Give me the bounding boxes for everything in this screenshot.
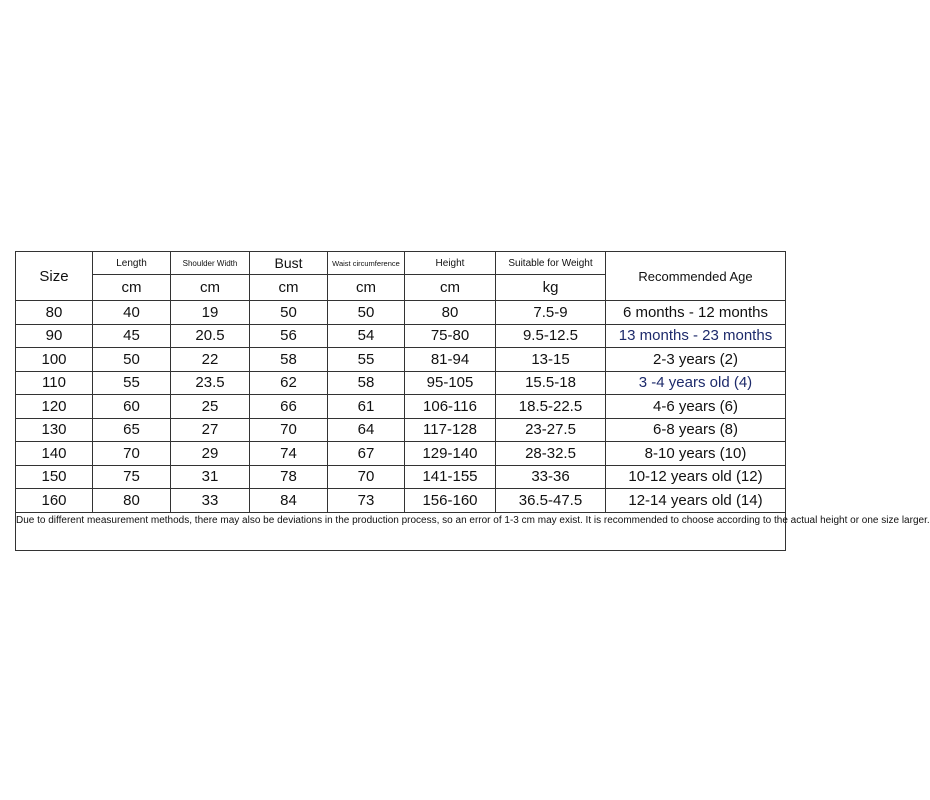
shoulder-cell: 29 — [171, 442, 250, 466]
table-row — [16, 395, 786, 419]
shoulder-cell: 31 — [171, 465, 250, 489]
length-cell: 80 — [93, 489, 171, 513]
waist-unit: cm — [328, 275, 405, 301]
age-header: Recommended Age — [606, 252, 786, 301]
weight-cell: 23-27.5 — [496, 418, 606, 442]
waist-cell: 73 — [328, 489, 405, 513]
length-header: Length — [93, 252, 171, 275]
waist-cell: 54 — [328, 324, 405, 348]
table-row — [16, 465, 786, 489]
length-cell: 40 — [93, 301, 171, 325]
shoulder-cell: 27 — [171, 418, 250, 442]
age-cell: 8-10 years (10) — [606, 442, 786, 466]
size-cell: 90 — [16, 324, 93, 348]
height-cell: 129-140 — [405, 442, 496, 466]
weight-cell: 15.5-18 — [496, 371, 606, 395]
height-cell: 81-94 — [405, 348, 496, 372]
age-cell: 3 -4 years old (4) — [606, 371, 786, 395]
size-cell: 110 — [16, 371, 93, 395]
weight-cell: 28-32.5 — [496, 442, 606, 466]
table-row — [16, 301, 786, 325]
waist-cell: 55 — [328, 348, 405, 372]
waist-cell: 64 — [328, 418, 405, 442]
table-row — [16, 371, 786, 395]
height-cell: 141-155 — [405, 465, 496, 489]
age-cell: 10-12 years old (12) — [606, 465, 786, 489]
shoulder-width-header: Shoulder Width — [171, 252, 250, 275]
weight-cell: 13-15 — [496, 348, 606, 372]
table-row — [16, 442, 786, 466]
length-unit: cm — [93, 275, 171, 301]
weight-cell: 7.5-9 — [496, 301, 606, 325]
shoulder-cell: 20.5 — [171, 324, 250, 348]
shoulder-cell: 19 — [171, 301, 250, 325]
table-row — [16, 324, 786, 348]
shoulder-cell: 23.5 — [171, 371, 250, 395]
size-cell: 80 — [16, 301, 93, 325]
bust-cell: 74 — [250, 442, 328, 466]
length-cell: 50 — [93, 348, 171, 372]
height-cell: 117-128 — [405, 418, 496, 442]
size-cell: 140 — [16, 442, 93, 466]
shoulder-cell: 25 — [171, 395, 250, 419]
bust-cell: 56 — [250, 324, 328, 348]
length-cell: 65 — [93, 418, 171, 442]
height-cell: 156-160 — [405, 489, 496, 513]
bust-cell: 70 — [250, 418, 328, 442]
waist-cell: 61 — [328, 395, 405, 419]
size-cell: 130 — [16, 418, 93, 442]
size-cell: 160 — [16, 489, 93, 513]
table-row — [16, 489, 786, 513]
waist-cell: 50 — [328, 301, 405, 325]
weight-cell: 36.5-47.5 — [496, 489, 606, 513]
age-cell: 6 months - 12 months — [606, 301, 786, 325]
bust-cell: 66 — [250, 395, 328, 419]
waist-header: Waist circumference — [328, 252, 405, 275]
size-cell: 150 — [16, 465, 93, 489]
weight-unit: kg — [496, 275, 606, 301]
bust-cell: 50 — [250, 301, 328, 325]
length-cell: 70 — [93, 442, 171, 466]
bust-cell: 78 — [250, 465, 328, 489]
size-cell: 100 — [16, 348, 93, 372]
height-cell: 80 — [405, 301, 496, 325]
weight-header: Suitable for Weight — [496, 252, 606, 275]
waist-cell: 58 — [328, 371, 405, 395]
bust-unit: cm — [250, 275, 328, 301]
age-cell: 6-8 years (8) — [606, 418, 786, 442]
age-cell: 13 months - 23 months — [606, 324, 786, 348]
bust-cell: 84 — [250, 489, 328, 513]
age-cell: 2-3 years (2) — [606, 348, 786, 372]
height-header: Height — [405, 252, 496, 275]
size-chart-table — [15, 251, 930, 551]
length-cell: 55 — [93, 371, 171, 395]
weight-cell: 9.5-12.5 — [496, 324, 606, 348]
shoulder-cell: 33 — [171, 489, 250, 513]
header-row — [16, 252, 786, 275]
size-header: Size — [16, 252, 93, 301]
height-cell: 95-105 — [405, 371, 496, 395]
height-cell: 106-116 — [405, 395, 496, 419]
waist-cell: 67 — [328, 442, 405, 466]
shoulder-width-unit: cm — [171, 275, 250, 301]
bust-cell: 58 — [250, 348, 328, 372]
table-row — [16, 418, 786, 442]
length-cell: 75 — [93, 465, 171, 489]
height-cell: 75-80 — [405, 324, 496, 348]
note-row — [16, 512, 786, 550]
bust-cell: 62 — [250, 371, 328, 395]
shoulder-cell: 22 — [171, 348, 250, 372]
age-cell: 4-6 years (6) — [606, 395, 786, 419]
length-cell: 60 — [93, 395, 171, 419]
age-cell: 12-14 years old (14) — [606, 489, 786, 513]
size-cell: 120 — [16, 395, 93, 419]
waist-cell: 70 — [328, 465, 405, 489]
height-unit: cm — [405, 275, 496, 301]
table-row — [16, 348, 786, 372]
bust-header: Bust — [250, 252, 328, 275]
measurement-note: Due to different measurement methods, there may also be deviations in the production process, so an error of 1-3 cm may exist. It is recommended to choose according to the actual height or one size larger. — [16, 512, 786, 550]
weight-cell: 18.5-22.5 — [496, 395, 606, 419]
weight-cell: 33-36 — [496, 465, 606, 489]
length-cell: 45 — [93, 324, 171, 348]
